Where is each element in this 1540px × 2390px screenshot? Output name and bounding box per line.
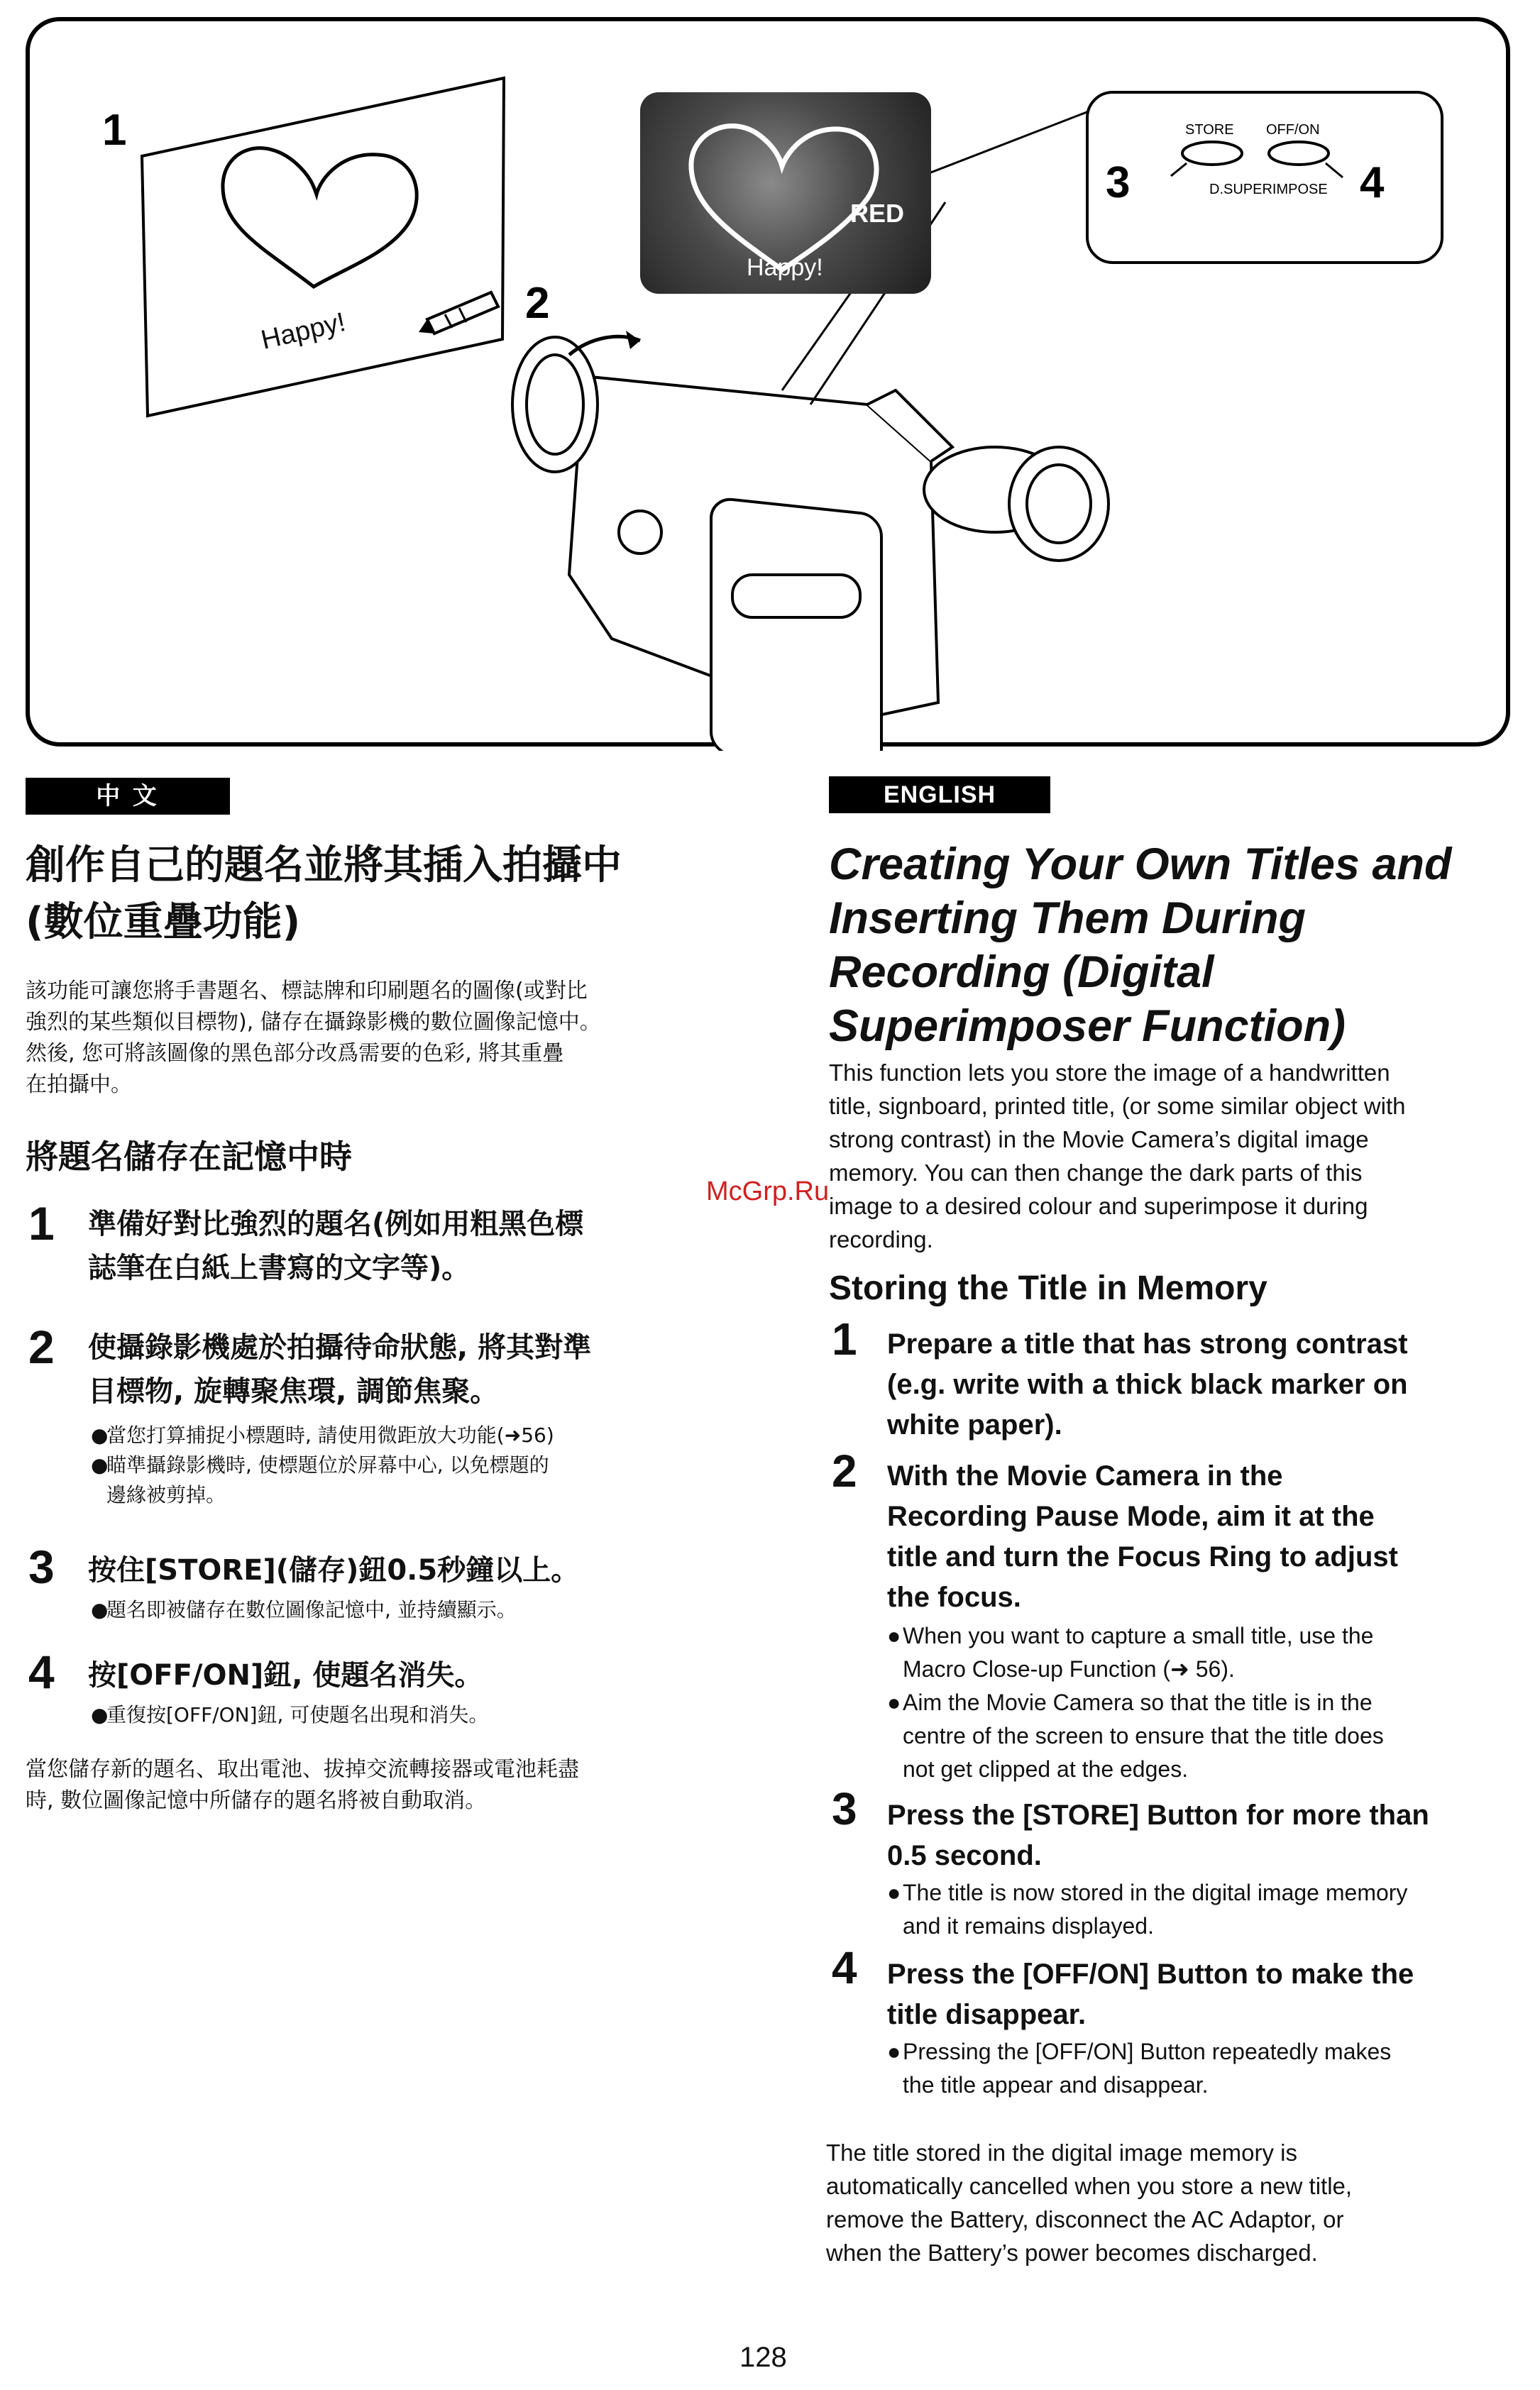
- bullet-text: Macro Close-up Function (➜ 56).: [903, 1656, 1235, 1682]
- intro-line: title, signboard, printed title, (or some similar object with: [829, 1093, 1406, 1119]
- chinese-step-4: [88, 1653, 727, 1697]
- chinese-title-line-1: 創作自己的題名並將其插入拍攝中: [26, 842, 622, 888]
- button-callout-box: [1087, 92, 1442, 263]
- intro-line: image to a desired colour and superimpose it during: [829, 1193, 1368, 1219]
- bullet-text: Aim the Movie Camera so that the title is in the: [903, 1690, 1373, 1715]
- bullet-item: [887, 1753, 1512, 1786]
- chinese-step-3-bullets: [91, 1595, 730, 1625]
- chinese-step-4-bullets: [91, 1700, 730, 1730]
- english-step-3: [887, 1795, 1512, 1876]
- bullet-item: [91, 1480, 730, 1510]
- chinese-title-line-2: (數位重疊功能): [26, 899, 301, 945]
- chinese-step-number: 1: [28, 1197, 55, 1250]
- title-line: Creating Your Own Titles and: [829, 839, 1452, 889]
- chinese-intro-line: 該功能可讓您將手書題名、標誌牌和印刷題名的圖像(或對比: [26, 979, 588, 1003]
- closing-line: remove the Battery, disconnect the AC Adaptor, or: [826, 2206, 1344, 2232]
- step-text-line: 0.5 second.: [887, 1840, 1042, 1871]
- chinese-step-3: [88, 1548, 727, 1592]
- chinese-step-number: 2: [28, 1321, 55, 1373]
- bullet-item: ● Pressing the [OFF/ON] Button repeatedly makes: [887, 2035, 1512, 2069]
- lcd-color-label: RED: [850, 199, 905, 228]
- english-step-number: 4: [832, 1942, 857, 1993]
- callout-3: 3: [1106, 158, 1131, 207]
- bullet-text: and it remains displayed.: [903, 1913, 1154, 1939]
- bullet-item: [887, 1719, 1512, 1753]
- english-language-tag: ENGLISH: [829, 776, 1050, 813]
- step-text-line: title and turn the Focus Ring to adjust: [887, 1541, 1398, 1573]
- closing-line: when the Battery’s power becomes discharged.: [826, 2240, 1318, 2266]
- paper-sheet: [142, 78, 504, 416]
- chinese-step-1: [88, 1202, 727, 1290]
- english-subheading: Storing the Title in Memory: [829, 1270, 1267, 1307]
- bullet-text: centre of the screen to ensure that the title does: [903, 1723, 1384, 1749]
- step-text-line: With the Movie Camera in the: [887, 1460, 1283, 1492]
- step-text-line: title disappear.: [887, 1999, 1087, 2030]
- intro-line: memory. You can then change the dark parts of this: [829, 1160, 1363, 1186]
- closing-line: The title stored in the digital image memory is: [826, 2140, 1297, 2166]
- english-title: [829, 837, 1510, 1053]
- callout-2: 2: [525, 279, 550, 328]
- step-text-line: Prepare a title that has strong contrast: [887, 1328, 1408, 1360]
- bullet-item: ● 瞄準攝錄影機時, 使標題位於屏幕中心, 以免標題的: [91, 1450, 730, 1480]
- step-text-line: 按[OFF/ON]鈕, 使題名消失。: [88, 1659, 483, 1692]
- step-text-line: 目標物, 旋轉聚焦環, 調節焦聚。: [88, 1375, 499, 1408]
- lcd-preview: [640, 92, 931, 294]
- step-text-line: Press the [OFF/ON] Button to make the: [887, 1959, 1414, 1990]
- closing-line: 時, 數位圖像記憶中所儲存的題名將被自動取消。: [26, 1788, 487, 1813]
- bullet-text: 瞄準攝錄影機時, 使標題位於屏幕中心, 以免標題的: [106, 1453, 549, 1477]
- chinese-intro-line: 強烈的某些類似目標物), 儲存在攝錄影機的數位圖像記憶中。: [26, 1010, 601, 1035]
- step-text-line: white paper).: [887, 1409, 1062, 1441]
- chinese-step-number: 4: [28, 1646, 55, 1698]
- step-text-line: 誌筆在白紙上書寫的文字等)。: [88, 1252, 471, 1284]
- chinese-step-number: 3: [28, 1541, 55, 1593]
- title-line: Superimposer Function): [829, 1001, 1346, 1051]
- watermark: McGrp.Ru: [706, 1177, 830, 1206]
- closing-line: automatically cancelled when you store a new title,: [826, 2173, 1353, 2199]
- callout-1: 1: [102, 106, 127, 155]
- bullet-item: ● 題名即被儲存在數位圖像記憶中, 並持續顯示。: [91, 1595, 730, 1625]
- chinese-intro: [26, 976, 735, 1101]
- bullet-text: 邊緣被剪掉。: [106, 1483, 226, 1507]
- bullet-item: [887, 1910, 1512, 1943]
- bullet-item: ● 當您打算捕捉小標題時, 請使用微距放大功能(➜56): [91, 1421, 730, 1450]
- lcd-title-text: Happy!: [747, 254, 823, 281]
- title-line: Inserting Them During: [829, 893, 1307, 943]
- bullet-item: [887, 1653, 1512, 1686]
- bullet-text: The title is now stored in the digital image memory: [903, 1880, 1408, 1905]
- chinese-subheading: 將題名儲存在記憶中時: [26, 1138, 352, 1176]
- english-closing-note: [826, 2136, 1507, 2269]
- english-step-2-bullets: [887, 1619, 1512, 1786]
- paper-handwritten-text: Happy!: [258, 307, 348, 356]
- intro-line: This function lets you store the image of a handwritten: [829, 1059, 1390, 1086]
- intro-line: strong contrast) in the Movie Camera’s digital image: [829, 1126, 1369, 1152]
- store-button-label: STORE: [1185, 122, 1234, 138]
- bullet-text: 重復按[OFF/ON]鈕, 可使題名出現和消失。: [106, 1703, 489, 1727]
- illustration-frame: [26, 17, 1510, 747]
- closing-line: 當您儲存新的題名、取出電池、拔掉交流轉接器或電池耗盡: [26, 1757, 579, 1782]
- english-step-2: [887, 1456, 1512, 1618]
- step-text-line: Press the [STORE] Button for more than: [887, 1800, 1429, 1831]
- chinese-title: [26, 837, 735, 951]
- step-text-line: 使攝錄影機處於拍攝待命狀態, 將其對準: [88, 1331, 592, 1364]
- chinese-step-2-bullets: [91, 1421, 730, 1510]
- bullet-text: When you want to capture a small title, use the: [903, 1623, 1374, 1648]
- step-text-line: (e.g. write with a thick black marker on: [887, 1369, 1408, 1400]
- english-step-4-bullets: [887, 2035, 1512, 2102]
- english-step-number: 3: [832, 1783, 857, 1834]
- english-step-3-bullets: [887, 1876, 1512, 1943]
- chinese-step-2: [88, 1326, 727, 1414]
- step-text-line: 準備好對比強烈的題名(例如用粗黑色標: [88, 1208, 584, 1240]
- english-intro: [829, 1056, 1510, 1256]
- bullet-text: not get clipped at the edges.: [903, 1756, 1189, 1782]
- english-step-number: 2: [832, 1445, 857, 1497]
- english-step-4: [887, 1954, 1512, 2035]
- bullet-item: ● 重復按[OFF/ON]鈕, 可使題名出現和消失。: [91, 1700, 730, 1730]
- off-on-button-label: OFF/ON: [1266, 122, 1320, 138]
- chinese-closing-note: [26, 1754, 735, 1817]
- chinese-intro-line: 然後, 您可將該圖像的黑色部分改爲需要的色彩, 將其重疊: [26, 1041, 564, 1066]
- d-superimpose-label: D.SUPERIMPOSE: [1209, 182, 1328, 197]
- chinese-intro-line: 在拍攝中。: [26, 1072, 132, 1097]
- bullet-item: ● When you want to capture a small title, use the: [887, 1619, 1512, 1653]
- bullet-text: 當您打算捕捉小標題時, 請使用微距放大功能(➜56): [106, 1423, 554, 1447]
- chinese-language-tag: 中 文: [26, 778, 230, 815]
- english-step-number: 1: [832, 1314, 857, 1365]
- step-text-line: the focus.: [887, 1582, 1021, 1613]
- intro-line: recording.: [829, 1226, 933, 1252]
- english-step-1: [887, 1324, 1512, 1445]
- step-text-line: Recording Pause Mode, aim it at the: [887, 1501, 1375, 1532]
- bullet-item: [887, 2069, 1512, 2102]
- bullet-text: the title appear and disappear.: [903, 2072, 1209, 2098]
- bullet-text: Pressing the [OFF/ON] Button repeatedly makes: [903, 2039, 1392, 2064]
- bullet-text: 題名即被儲存在數位圖像記憶中, 並持續顯示。: [106, 1598, 517, 1621]
- off-on-button: [1269, 142, 1329, 165]
- store-button: [1182, 142, 1242, 165]
- title-line: Recording (Digital: [829, 947, 1214, 997]
- step-text-line: 按住[STORE](儲存)鈕0.5秒鐘以上。: [88, 1554, 580, 1587]
- bullet-item: ● Aim the Movie Camera so that the title is in the: [887, 1686, 1512, 1719]
- page-number: 128: [739, 2342, 787, 2373]
- bullet-item: ● The title is now stored in the digital image memory: [887, 1876, 1512, 1910]
- callout-4: 4: [1360, 158, 1385, 207]
